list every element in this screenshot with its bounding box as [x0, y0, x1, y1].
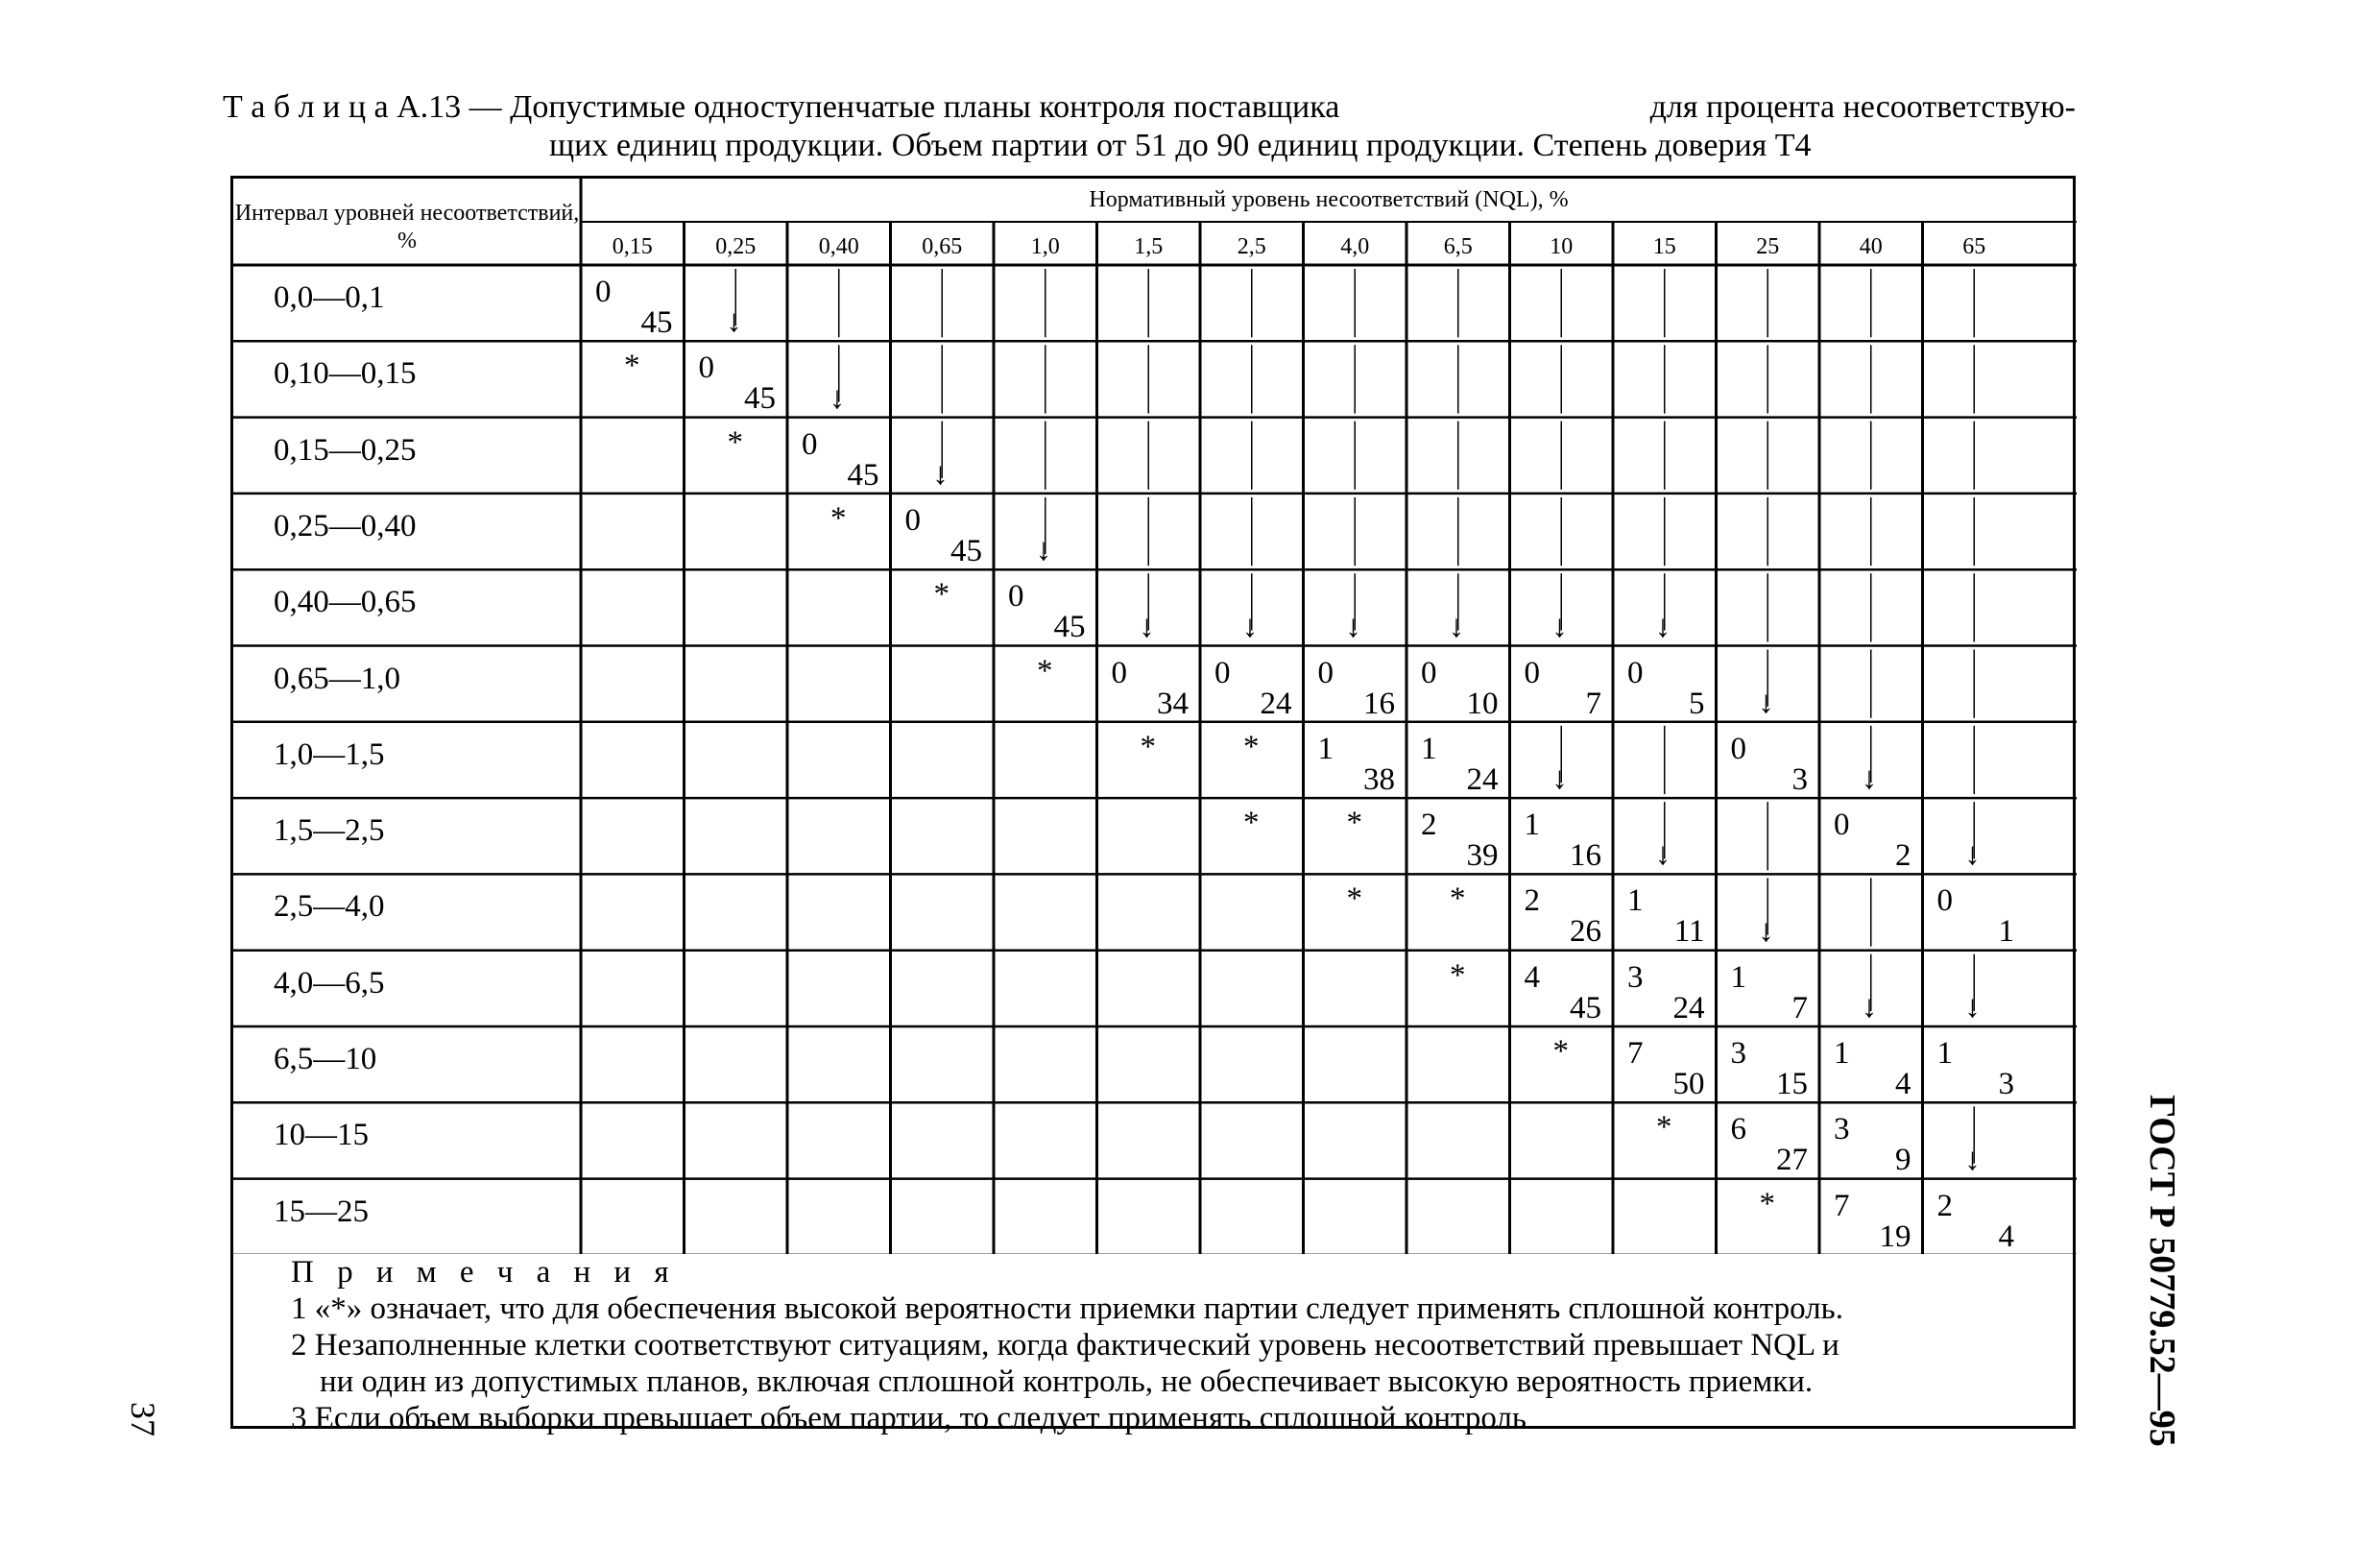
down-arrow-icon: ↓: [1654, 609, 1671, 644]
sample-size: 38: [1363, 761, 1395, 797]
column-header: 10: [1550, 234, 1574, 259]
page-number: 37: [124, 1402, 162, 1436]
acceptance-number: 1: [1421, 731, 1437, 766]
sample-size: 9: [1895, 1143, 1911, 1178]
sample-size: 4: [1895, 1067, 1911, 1101]
standard-designation: ГОСТ Р 50779.52—95: [2142, 1095, 2182, 1447]
acceptance-number: 3: [1834, 1112, 1850, 1147]
sample-size: 34: [1157, 686, 1189, 721]
column-group-header: Нормативный уровень несоответствий (NQL), %: [1089, 187, 1569, 212]
acceptance-number: 0: [1730, 731, 1746, 766]
acceptance-number: 3: [1627, 959, 1644, 995]
sample-size: 45: [640, 305, 673, 340]
caption-line-2: щих единиц продукции. Объем партии от 51 до 90 единиц продукции. Степень доверия Т4: [549, 128, 1812, 163]
acceptance-number: 0: [595, 275, 612, 309]
row-header: Интервал уровней несоответствий, %: [234, 201, 580, 253]
row-label: 1,5—2,5: [274, 813, 385, 849]
sample-size: 3: [1998, 1067, 2014, 1101]
acceptance-number: 3: [1730, 1036, 1746, 1071]
sample-size: 7: [1791, 990, 1808, 1025]
column-header: 40: [1859, 234, 1883, 259]
acceptance-number: 1: [1524, 808, 1540, 843]
column-header: 1,5: [1134, 234, 1164, 259]
column-header: 6,5: [1443, 234, 1473, 259]
sample-size: 45: [1053, 610, 1086, 645]
down-arrow-icon: ↓: [1654, 837, 1671, 873]
notes-title: П р и м е ч а н и я: [291, 1255, 677, 1290]
acceptance-number: 2: [1524, 883, 1540, 919]
acceptance-number: 1: [1730, 959, 1746, 995]
asterisk-mark: *: [1450, 881, 1466, 917]
asterisk-mark: *: [1759, 1186, 1775, 1221]
row-label: 0,65—1,0: [274, 661, 400, 696]
asterisk-mark: *: [1656, 1110, 1672, 1146]
acceptance-number: 0: [698, 350, 714, 386]
down-arrow-icon: ↓: [1758, 685, 1774, 720]
acceptance-number: 0: [802, 426, 818, 462]
note-1: 1 «*» означает, что для обеспечения высокой вероятности приемки партии следует применять сплошной контроль.: [291, 1291, 1843, 1326]
sample-size: 10: [1466, 686, 1499, 721]
row-label: 0,10—0,15: [274, 356, 417, 392]
sample-size: 4: [1998, 1218, 2014, 1254]
row-label: 0,0—0,1: [274, 280, 385, 315]
acceptance-number: 2: [1421, 808, 1437, 843]
table-caption: [223, 88, 2076, 165]
asterisk-mark: *: [1243, 729, 1260, 764]
down-arrow-icon: ↓: [1139, 609, 1155, 644]
acceptance-number: 4: [1524, 959, 1540, 995]
asterisk-mark: *: [1346, 806, 1362, 841]
down-arrow-icon: ↓: [1758, 913, 1774, 949]
sample-size: 45: [950, 533, 982, 568]
asterisk-mark: *: [1552, 1034, 1569, 1069]
sample-size: 16: [1363, 686, 1395, 721]
down-arrow-icon: ↓: [1551, 609, 1568, 644]
sample-size: 24: [1672, 990, 1705, 1025]
down-arrow-icon: ↓: [829, 380, 846, 416]
acceptance-number: 1: [1627, 883, 1644, 919]
column-header: 25: [1756, 234, 1780, 259]
row-label: 10—15: [274, 1118, 369, 1153]
down-arrow-icon: ↓: [1861, 761, 1878, 797]
row-label: 1,0—1,5: [274, 736, 385, 772]
down-arrow-icon: ↓: [1964, 990, 1981, 1025]
sample-size: 1: [1998, 914, 2014, 950]
down-arrow-icon: ↓: [1035, 533, 1052, 568]
down-arrow-icon: ↓: [1448, 609, 1465, 644]
acceptance-number: 2: [1936, 1188, 1953, 1223]
acceptance-number: 0: [1834, 808, 1850, 843]
acceptance-number: 0: [1008, 579, 1024, 615]
sample-size: 50: [1672, 1067, 1705, 1101]
sample-size: 45: [847, 457, 879, 493]
sample-size: 16: [1570, 838, 1601, 874]
sample-size: 11: [1673, 914, 1705, 950]
column-header: 0,15: [612, 234, 653, 259]
asterisk-mark: *: [1037, 653, 1053, 688]
sample-size: 5: [1689, 686, 1705, 721]
acceptance-number: 1: [1834, 1036, 1850, 1071]
sample-size: 26: [1570, 914, 1601, 950]
row-label: 6,5—10: [274, 1042, 377, 1076]
acceptance-number: 0: [904, 502, 921, 538]
column-header: 65: [1962, 234, 1986, 259]
notes: [291, 1254, 2067, 1436]
acceptance-number: 7: [1627, 1036, 1644, 1071]
asterisk-mark: *: [727, 424, 743, 460]
asterisk-mark: *: [1450, 957, 1466, 993]
down-arrow-icon: ↓: [1964, 837, 1981, 873]
down-arrow-icon: ↓: [932, 456, 949, 492]
column-header: 15: [1652, 234, 1676, 259]
table-frame: [230, 176, 2076, 1435]
down-arrow-icon: ↓: [726, 304, 742, 340]
row-label: 15—25: [274, 1194, 369, 1229]
acceptance-number: 6: [1730, 1112, 1746, 1147]
sample-size: 3: [1791, 761, 1808, 797]
acceptance-number: 0: [1111, 655, 1127, 690]
row-label: 0,15—0,25: [274, 432, 417, 468]
acceptance-number: 0: [1524, 655, 1540, 690]
sample-size: 24: [1260, 686, 1292, 721]
caption-line-1-right: для процента несоответствую-: [1649, 89, 2076, 125]
column-header: 0,25: [715, 234, 757, 259]
sample-size: 2: [1895, 838, 1911, 874]
column-header: 0,65: [922, 234, 963, 259]
column-header: 4,0: [1340, 234, 1370, 259]
sample-size: 7: [1585, 686, 1601, 721]
sample-size: 45: [744, 381, 776, 417]
row-label: 0,25—0,40: [274, 508, 417, 543]
sample-size: 45: [1570, 990, 1601, 1025]
asterisk-mark: *: [933, 577, 950, 613]
acceptance-number: 0: [1214, 655, 1231, 690]
down-arrow-icon: ↓: [1345, 609, 1361, 644]
column-header: 2,5: [1237, 234, 1266, 259]
note-2b: ни один из допустимых планов, включая сплошной контроль, не обеспечивает высокую вероятность приемки.: [320, 1364, 1814, 1399]
sample-size: 24: [1466, 761, 1499, 797]
sample-size: 19: [1879, 1218, 1911, 1254]
acceptance-number: 1: [1936, 1036, 1953, 1071]
acceptance-number: 0: [1936, 883, 1953, 919]
note-2a: 2 Незаполненные клетки соответствуют ситуациям, когда фактический уровень несоответствий превышает NQL и: [291, 1328, 1839, 1363]
row-label: 2,5—4,0: [274, 889, 385, 925]
caption-line-1-left: Т а б л и ц а А.13 — Допустимые одноступенчатые планы контроля поставщика: [223, 89, 1340, 125]
asterisk-mark: *: [624, 349, 640, 384]
acceptance-number: 7: [1834, 1188, 1850, 1223]
asterisk-mark: *: [830, 500, 847, 536]
down-arrow-icon: ↓: [1551, 761, 1568, 797]
row-label: 4,0—6,5: [274, 965, 385, 1001]
acceptance-number: 1: [1317, 731, 1334, 766]
down-arrow-icon: ↓: [1241, 609, 1259, 644]
note-3: 3 Если объем выборки превышает объем партии, то следует применять сплошной контроль: [291, 1401, 1527, 1435]
sample-size: 27: [1776, 1143, 1808, 1178]
acceptance-number: 0: [1317, 655, 1334, 690]
sample-size: 39: [1466, 838, 1499, 874]
sample-size: 15: [1776, 1067, 1808, 1101]
down-arrow-icon: ↓: [1964, 1142, 1981, 1177]
column-header: 0,40: [818, 234, 859, 259]
asterisk-mark: *: [1140, 729, 1156, 764]
asterisk-mark: *: [1346, 881, 1362, 917]
column-header: 1,0: [1030, 234, 1060, 259]
row-label: 0,40—0,65: [274, 585, 417, 620]
down-arrow-icon: ↓: [1861, 990, 1878, 1025]
asterisk-mark: *: [1243, 806, 1260, 841]
acceptance-number: 0: [1421, 655, 1437, 690]
acceptance-number: 0: [1627, 655, 1644, 690]
